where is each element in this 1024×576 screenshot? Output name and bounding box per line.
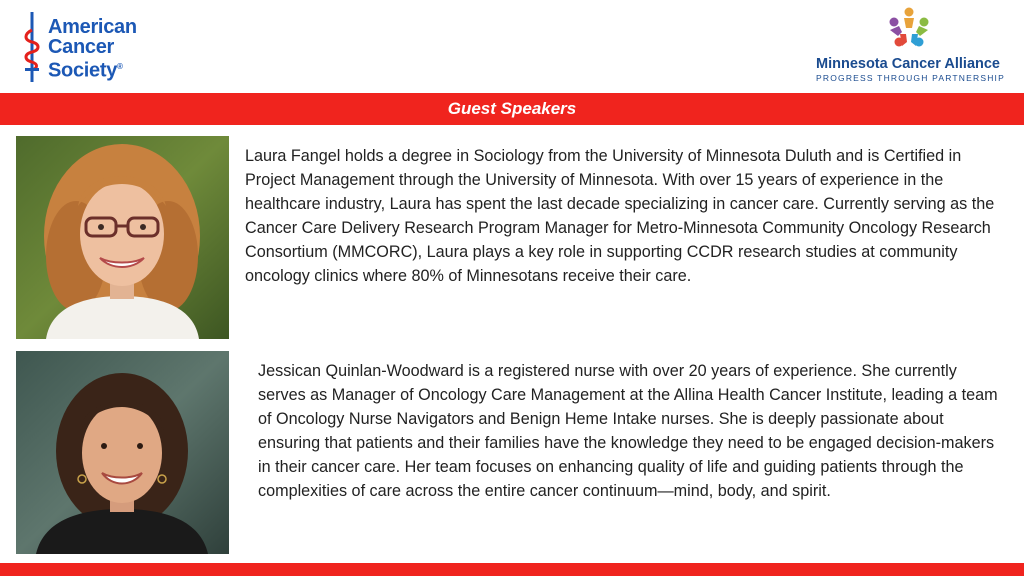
mca-name: Minnesota Cancer Alliance bbox=[816, 56, 1000, 72]
speaker-1-bio: Laura Fangel holds a degree in Sociology from the University of Minnesota Duluth and is Certified in Project Management through the University of Minnesota. With over 15 years of experience in the healthcare industry, Laura has spent the last decade specializing in cancer care. Currently serving as the Cancer Care Delivery Research Program Manager for Metro-Minnesota Community Oncology Research Consortium (MMCORC), Laura plays a key role in supporting CCDR research studies at community oncology clinics where 80% of Minnesotans receive their care. bbox=[245, 147, 995, 285]
speaker-2-photo bbox=[16, 351, 229, 554]
portrait-woman-dark-hair-icon bbox=[16, 351, 229, 554]
banner-title: Guest Speakers bbox=[447, 99, 577, 118]
sword-icon bbox=[22, 12, 42, 84]
acs-line-1: American bbox=[48, 16, 137, 38]
american-cancer-society-logo bbox=[22, 12, 162, 84]
speaker-1-photo bbox=[16, 136, 229, 339]
speaker-2-bio: Jessican Quinlan-Woodward is a registered nurse with over 20 years of experience. She currently serves as Manager of Oncology Care Management at the Allina Health Cancer Institute, leading a team of Oncology Nurse Navigators and Benign Heme Intake nurses. She is deeply passionate about ensuring that patients and their families have the knowledge they need to be engaged decision-makers in their cancer care. Her team focuses on enhancing quality of life and guiding patients through the complexities of care across the entire cancer continuum—mind, body, and spirit. bbox=[258, 362, 998, 500]
mca-tagline: PROGRESS THROUGH PARTNERSHIP bbox=[816, 73, 1005, 83]
minnesota-cancer-alliance-logo bbox=[812, 6, 1018, 86]
registered-mark: ® bbox=[117, 62, 123, 71]
guest-speakers-banner bbox=[0, 93, 1024, 125]
acs-line-2: Cancer bbox=[48, 36, 115, 58]
people-circle-icon bbox=[886, 6, 932, 52]
footer-bar bbox=[0, 563, 1024, 576]
acs-line-3: Society bbox=[48, 59, 118, 82]
portrait-woman-curly-hair-glasses-icon bbox=[16, 136, 229, 339]
